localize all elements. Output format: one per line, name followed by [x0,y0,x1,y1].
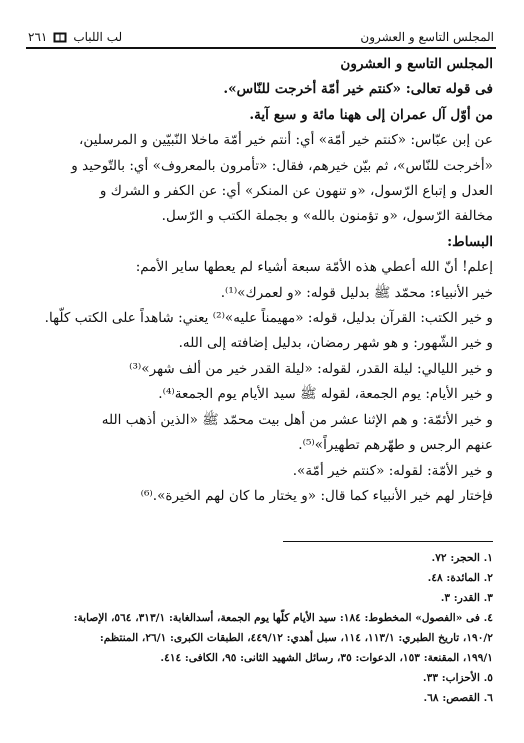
text-line: العدل و إتباع الرّسول، «و تنهون عن المنكر» أي: عن الكفر و الشرك و [99,183,493,200]
footnote: ٦. القصص: ٦٨. [423,692,493,704]
verse-count-line: من أوّل آل عمران إلى ههنا مائة و سبع آية. [249,106,493,123]
footnote: ١٩٠/٢، تاريخ الطبري: ١١٣/١، ١١٤، سبل أهدي: ٤٤٩/١٢، الطبقات الكبرى: ٢٦/١، المنتظم: [99,632,493,644]
section-heading: المجلس التاسع و العشرون [340,56,493,72]
header-chapter [360,30,494,44]
page-header [28,26,494,48]
chapter-title: المجلس التاسع و العشرون [360,30,494,44]
footnote-separator [283,541,493,542]
footnote: ٣. القدر: ٣. [440,592,493,604]
footnote: ١. الحجر: ٧٢. [431,552,493,564]
text-line: و خير الأئمّة: و هم الإثنا عشر من أهل بيت محمّد ﷺ «الذين أذهب الله [101,411,493,428]
header-rule [26,47,496,49]
text-line: «أخرجت للنّاس»، ثم بيّن خيرهم، فقال: «تأمرون بالمعروف» أي: بالتّوحيد و [71,157,493,174]
text-line: و خير الليالي: ليلة القدر، لقوله: «ليلة القدر خير من ألف شهر»⁽³⁾ [129,360,493,377]
text-line: و خير الشّهور: و هو شهر رمضان، بدليل إضافته إلى الله. [178,335,493,352]
footnote: ٥. الأحزاب: ٣٣. [422,672,493,684]
page-number: ٢٦١ [28,30,48,44]
book-title: لب اللباب [73,30,123,44]
text-line: عن إبن عبّاس: «كنتم خير أمّة» أي: أنتم خير أمّة ماخلا النّبيّين و المرسلين، [78,132,493,149]
body-text [30,52,493,509]
text-line: إعلم! أنّ الله أعطي هذه الأمّة سبعة أشياء لم يعطها ساير الأمم: [135,259,493,276]
book-icon [53,32,67,43]
header-book [28,30,122,44]
text-line: مخالفة الرّسول، «و تؤمنون بالله» و بجملة الكتب و الرّسل. [161,208,493,225]
text-line: عنهم الرجس و طهّرهم تطهيراً»⁽⁵⁾. [298,437,493,454]
text-line: فإختار لهم خير الأنبياء كما قال: «و يختار ما كان لهم الخيرة».⁽⁶⁾ [140,487,493,504]
footnote: ١٩٩/١، المقنعة: ١٥٣، الدعوات: ٣٥، رسائل الشهيد الثانى: ٩٥، الكافى: ٤١٤. [160,652,493,664]
text-line: و خير الأيام: يوم الجمعة، لقوله ﷺ سيد الأيام يوم الجمعة⁽⁴⁾. [158,386,493,403]
footnote: ٢. المائدة: ٤٨. [427,572,493,584]
footnote: ٤. فى «الفصول» المخطوط: ١٨٤: سيد الأيام كلّها يوم الجمعة، أسدالغابة: ٣١٣/١، ٥٦٤، الإصابة: [73,612,493,624]
footnotes [28,548,493,708]
text-line: و خير الكتب: القرآن بدليل، قوله: «مهيمناً عليه»⁽²⁾ يعني: شاهداً على الكتب كلّها. [44,310,493,327]
text-line: خير الأنبياء: محمّد ﷺ بدليل قوله: «و لعمرك»⁽¹⁾. [220,284,493,301]
text-line: و خير الأمّة: لقوله: «كنتم خير أمّة». [292,462,493,479]
subheading-bisat: البساط: [447,233,493,250]
verse-line: فى قوله تعالى: «كنتم خير أمّة أخرجت للنّاس». [223,81,493,98]
